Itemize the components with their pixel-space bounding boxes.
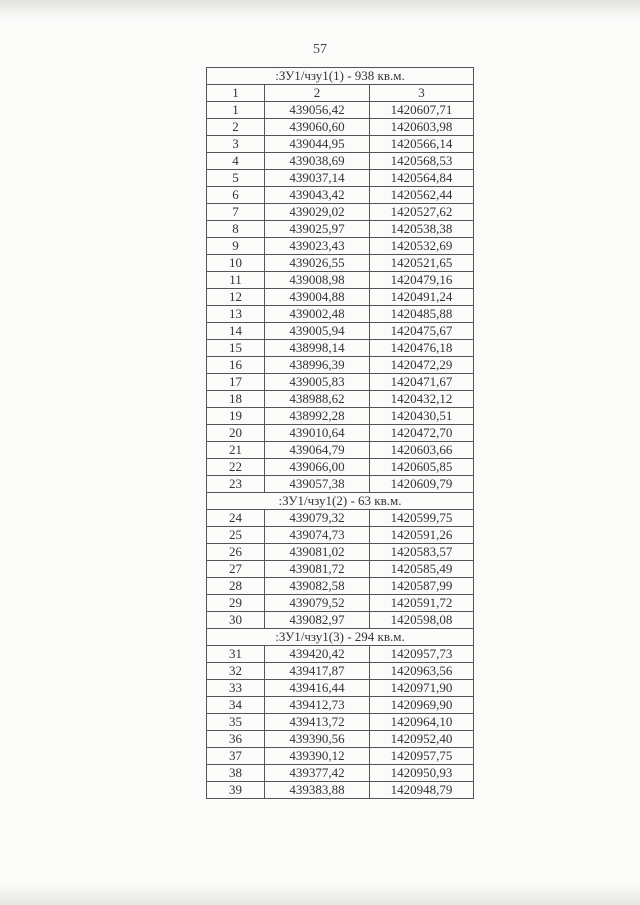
table-row [207, 646, 474, 663]
table-row [207, 136, 474, 153]
table-row [207, 323, 474, 340]
section-header-row [207, 493, 474, 510]
table-row [207, 731, 474, 748]
point-number-cell: 19 [207, 408, 265, 425]
point-number-cell: 24 [207, 510, 265, 527]
table-row [207, 612, 474, 629]
table-row [207, 408, 474, 425]
table-row [207, 527, 474, 544]
y-coordinate-cell: 1420566,14 [370, 136, 474, 153]
x-coordinate-cell: 438992,28 [265, 408, 370, 425]
y-coordinate-cell: 1420591,26 [370, 527, 474, 544]
section-title: :ЗУ1/чзу1(3) - 294 кв.м. [207, 629, 474, 646]
table-row [207, 459, 474, 476]
y-coordinate-cell: 1420491,24 [370, 289, 474, 306]
table-row [207, 510, 474, 527]
point-number-cell: 5 [207, 170, 265, 187]
table-row [207, 748, 474, 765]
x-coordinate-cell: 439037,14 [265, 170, 370, 187]
point-number-cell: 12 [207, 289, 265, 306]
x-coordinate-cell: 439390,12 [265, 748, 370, 765]
y-coordinate-cell: 1420948,79 [370, 782, 474, 799]
x-coordinate-cell: 439010,64 [265, 425, 370, 442]
x-coordinate-cell: 439416,44 [265, 680, 370, 697]
point-number-cell: 23 [207, 476, 265, 493]
table-row [207, 442, 474, 459]
point-number-cell: 15 [207, 340, 265, 357]
table-row [207, 374, 474, 391]
x-coordinate-cell: 439029,02 [265, 204, 370, 221]
x-coordinate-cell: 439074,73 [265, 527, 370, 544]
x-coordinate-cell: 439081,72 [265, 561, 370, 578]
table-row [207, 102, 474, 119]
point-number-cell: 30 [207, 612, 265, 629]
y-coordinate-cell: 1420432,12 [370, 391, 474, 408]
section-header-row [207, 629, 474, 646]
y-coordinate-cell: 1420475,67 [370, 323, 474, 340]
y-coordinate-cell: 1420603,66 [370, 442, 474, 459]
x-coordinate-cell: 439002,48 [265, 306, 370, 323]
table-row [207, 476, 474, 493]
x-coordinate-cell: 439082,58 [265, 578, 370, 595]
x-coordinate-cell: 439038,69 [265, 153, 370, 170]
table-row [207, 119, 474, 136]
table-row [207, 289, 474, 306]
column-header-3: 3 [370, 85, 474, 102]
y-coordinate-cell: 1420564,84 [370, 170, 474, 187]
y-coordinate-cell: 1420609,79 [370, 476, 474, 493]
point-number-cell: 2 [207, 119, 265, 136]
table-row [207, 238, 474, 255]
table-row [207, 170, 474, 187]
y-coordinate-cell: 1420607,71 [370, 102, 474, 119]
table-row [207, 680, 474, 697]
y-coordinate-cell: 1420568,53 [370, 153, 474, 170]
point-number-cell: 28 [207, 578, 265, 595]
point-number-cell: 4 [207, 153, 265, 170]
point-number-cell: 31 [207, 646, 265, 663]
table-row [207, 544, 474, 561]
table-row [207, 561, 474, 578]
y-coordinate-cell: 1420527,62 [370, 204, 474, 221]
y-coordinate-cell: 1420430,51 [370, 408, 474, 425]
column-header-1: 1 [207, 85, 265, 102]
page-number: 57 [313, 42, 327, 57]
x-coordinate-cell: 438998,14 [265, 340, 370, 357]
x-coordinate-cell: 439004,88 [265, 289, 370, 306]
point-number-cell: 10 [207, 255, 265, 272]
scan-shadow-top [0, 0, 640, 20]
x-coordinate-cell: 439023,43 [265, 238, 370, 255]
x-coordinate-cell: 439377,42 [265, 765, 370, 782]
y-coordinate-cell: 1420471,67 [370, 374, 474, 391]
point-number-cell: 39 [207, 782, 265, 799]
x-coordinate-cell: 439044,95 [265, 136, 370, 153]
table-row [207, 153, 474, 170]
point-number-cell: 29 [207, 595, 265, 612]
y-coordinate-cell: 1420598,08 [370, 612, 474, 629]
point-number-cell: 7 [207, 204, 265, 221]
x-coordinate-cell: 439079,52 [265, 595, 370, 612]
point-number-cell: 27 [207, 561, 265, 578]
point-number-cell: 8 [207, 221, 265, 238]
y-coordinate-cell: 1420479,16 [370, 272, 474, 289]
x-coordinate-cell: 439026,55 [265, 255, 370, 272]
point-number-cell: 32 [207, 663, 265, 680]
table-row [207, 272, 474, 289]
y-coordinate-cell: 1420963,56 [370, 663, 474, 680]
y-coordinate-cell: 1420603,98 [370, 119, 474, 136]
column-header-2: 2 [265, 85, 370, 102]
point-number-cell: 14 [207, 323, 265, 340]
point-number-cell: 9 [207, 238, 265, 255]
point-number-cell: 25 [207, 527, 265, 544]
table-row [207, 357, 474, 374]
table-row [207, 663, 474, 680]
point-number-cell: 34 [207, 697, 265, 714]
y-coordinate-cell: 1420950,93 [370, 765, 474, 782]
table-row [207, 391, 474, 408]
point-number-cell: 36 [207, 731, 265, 748]
y-coordinate-cell: 1420562,44 [370, 187, 474, 204]
column-header-row [207, 85, 474, 102]
point-number-cell: 13 [207, 306, 265, 323]
point-number-cell: 33 [207, 680, 265, 697]
section-title: :ЗУ1/чзу1(2) - 63 кв.м. [207, 493, 474, 510]
section-title: :ЗУ1/чзу1(1) - 938 кв.м. [207, 68, 474, 85]
y-coordinate-cell: 1420538,38 [370, 221, 474, 238]
table-row [207, 255, 474, 272]
point-number-cell: 22 [207, 459, 265, 476]
y-coordinate-cell: 1420472,70 [370, 425, 474, 442]
x-coordinate-cell: 439413,72 [265, 714, 370, 731]
x-coordinate-cell: 439005,83 [265, 374, 370, 391]
y-coordinate-cell: 1420969,90 [370, 697, 474, 714]
x-coordinate-cell: 439079,32 [265, 510, 370, 527]
table-row [207, 782, 474, 799]
x-coordinate-cell: 439412,73 [265, 697, 370, 714]
y-coordinate-cell: 1420583,57 [370, 544, 474, 561]
table-row [207, 697, 474, 714]
y-coordinate-cell: 1420476,18 [370, 340, 474, 357]
coordinates-table [206, 67, 474, 799]
x-coordinate-cell: 439008,98 [265, 272, 370, 289]
y-coordinate-cell: 1420599,75 [370, 510, 474, 527]
point-number-cell: 26 [207, 544, 265, 561]
x-coordinate-cell: 439060,60 [265, 119, 370, 136]
x-coordinate-cell: 439417,87 [265, 663, 370, 680]
y-coordinate-cell: 1420952,40 [370, 731, 474, 748]
x-coordinate-cell: 439420,42 [265, 646, 370, 663]
table-row [207, 306, 474, 323]
point-number-cell: 37 [207, 748, 265, 765]
table-row [207, 765, 474, 782]
scan-shadow-bottom [0, 883, 640, 905]
coordinates-table-body [207, 68, 474, 799]
table-row [207, 425, 474, 442]
x-coordinate-cell: 439025,97 [265, 221, 370, 238]
y-coordinate-cell: 1420605,85 [370, 459, 474, 476]
y-coordinate-cell: 1420485,88 [370, 306, 474, 323]
y-coordinate-cell: 1420591,72 [370, 595, 474, 612]
point-number-cell: 3 [207, 136, 265, 153]
x-coordinate-cell: 439064,79 [265, 442, 370, 459]
table-row [207, 714, 474, 731]
section-header-row [207, 68, 474, 85]
x-coordinate-cell: 439056,42 [265, 102, 370, 119]
y-coordinate-cell: 1420521,65 [370, 255, 474, 272]
x-coordinate-cell: 439005,94 [265, 323, 370, 340]
y-coordinate-cell: 1420587,99 [370, 578, 474, 595]
y-coordinate-cell: 1420472,29 [370, 357, 474, 374]
table-row [207, 221, 474, 238]
point-number-cell: 6 [207, 187, 265, 204]
x-coordinate-cell: 438996,39 [265, 357, 370, 374]
y-coordinate-cell: 1420532,69 [370, 238, 474, 255]
table-row [207, 187, 474, 204]
point-number-cell: 38 [207, 765, 265, 782]
point-number-cell: 35 [207, 714, 265, 731]
y-coordinate-cell: 1420957,73 [370, 646, 474, 663]
x-coordinate-cell: 439390,56 [265, 731, 370, 748]
y-coordinate-cell: 1420964,10 [370, 714, 474, 731]
point-number-cell: 17 [207, 374, 265, 391]
x-coordinate-cell: 439082,97 [265, 612, 370, 629]
x-coordinate-cell: 438988,62 [265, 391, 370, 408]
x-coordinate-cell: 439057,38 [265, 476, 370, 493]
x-coordinate-cell: 439066,00 [265, 459, 370, 476]
y-coordinate-cell: 1420957,75 [370, 748, 474, 765]
table-row [207, 595, 474, 612]
point-number-cell: 11 [207, 272, 265, 289]
x-coordinate-cell: 439081,02 [265, 544, 370, 561]
x-coordinate-cell: 439043,42 [265, 187, 370, 204]
x-coordinate-cell: 439383,88 [265, 782, 370, 799]
point-number-cell: 18 [207, 391, 265, 408]
point-number-cell: 16 [207, 357, 265, 374]
point-number-cell: 20 [207, 425, 265, 442]
y-coordinate-cell: 1420585,49 [370, 561, 474, 578]
table-row [207, 340, 474, 357]
y-coordinate-cell: 1420971,90 [370, 680, 474, 697]
table-row [207, 204, 474, 221]
point-number-cell: 1 [207, 102, 265, 119]
point-number-cell: 21 [207, 442, 265, 459]
table-row [207, 578, 474, 595]
